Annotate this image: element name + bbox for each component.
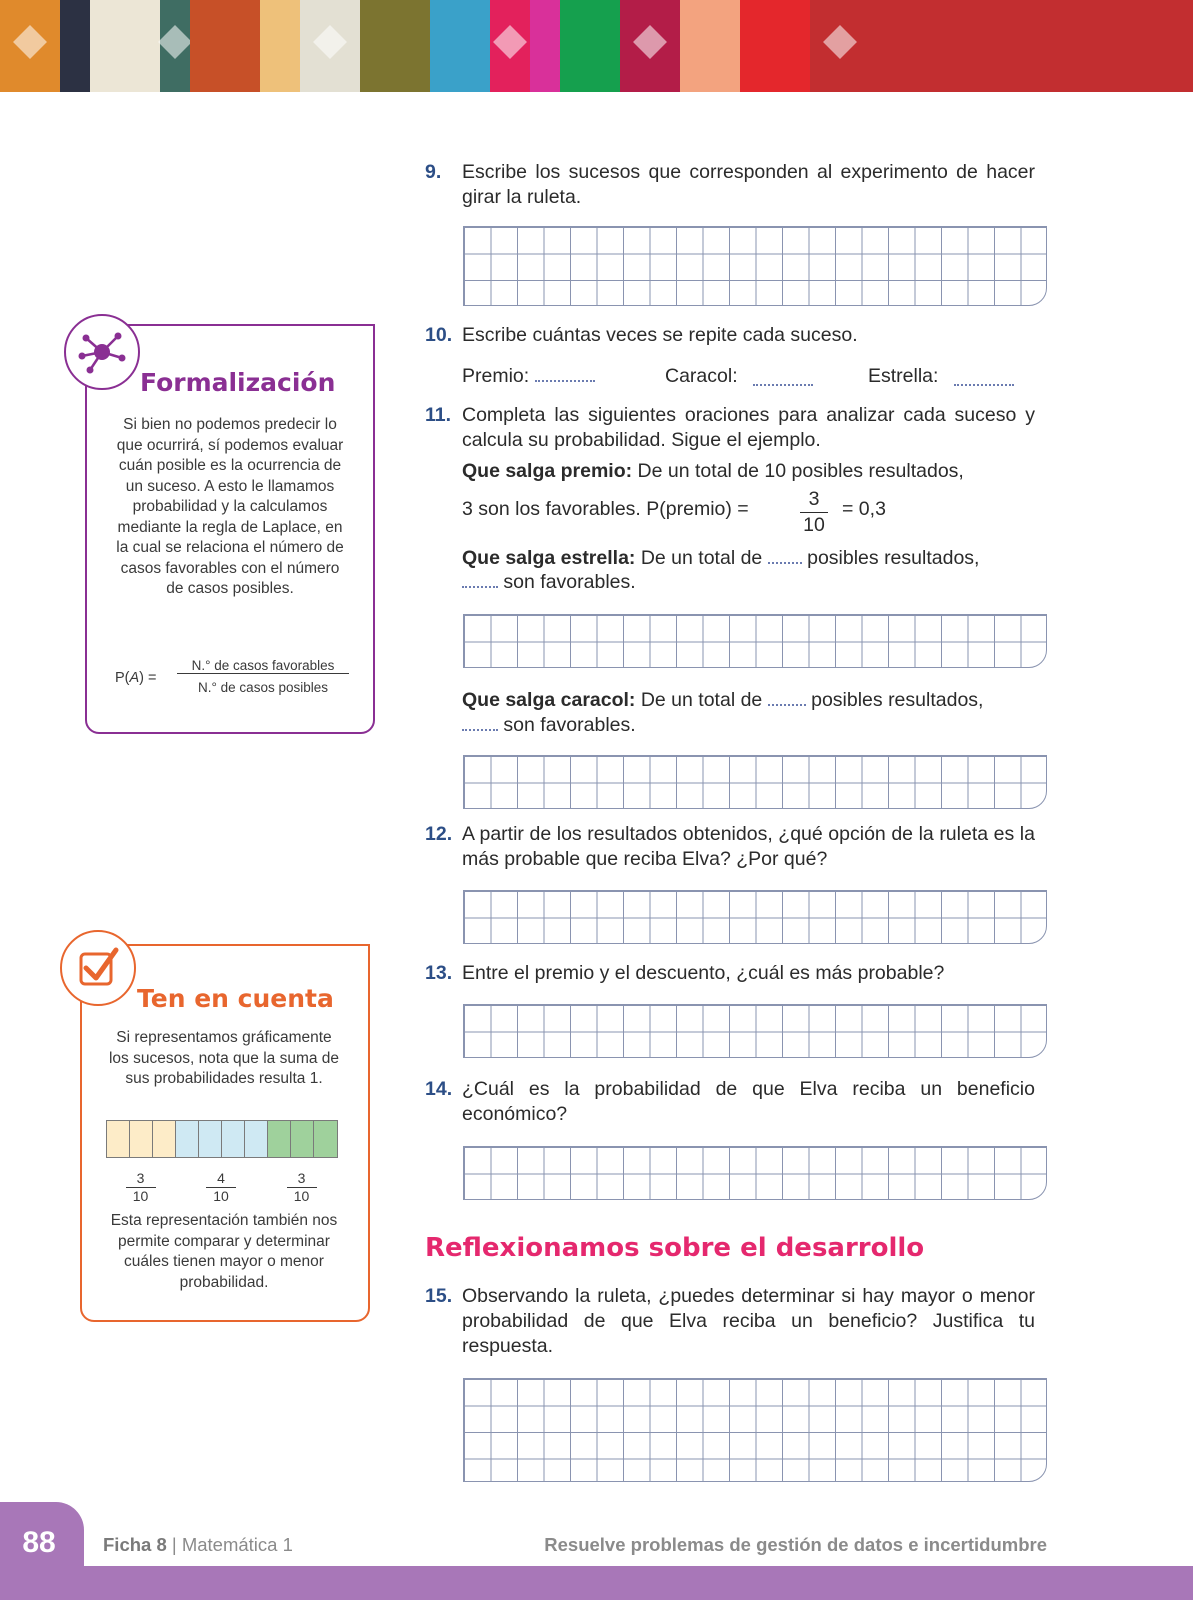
ten-en-cuenta-body2: Esta representación también nos permite comparar y determinar cuáles tienen mayor o menor probabilidad. [110, 1212, 338, 1291]
probability-cell [291, 1121, 314, 1157]
caracol-sentence [462, 688, 1035, 713]
banner-stripe [0, 0, 60, 92]
sentence-text: De un total de [635, 547, 768, 569]
estrella-sentence [462, 546, 1035, 571]
banner-motif [13, 25, 47, 59]
question-number: 12. [425, 823, 453, 845]
ten-en-cuenta-title: Ten en cuenta [137, 984, 334, 1013]
probability-cell [130, 1121, 153, 1157]
probability-cell [199, 1121, 222, 1157]
question-number: 14. [425, 1078, 453, 1100]
probability-cell [268, 1121, 291, 1157]
probability-cell [153, 1121, 176, 1157]
banner-stripe [160, 0, 190, 92]
question-number: 11. [425, 404, 452, 426]
fraction-denominator: 10 [213, 1188, 229, 1204]
fraction-numerator: 3 [287, 1170, 317, 1188]
answer-grid-q9[interactable] [463, 226, 1047, 306]
banner-stripe [810, 0, 870, 92]
question-text: Escribe los sucesos que corresponden al experimento de hacer girar la ruleta. [462, 161, 1035, 208]
sentence-text: posibles resultados, [805, 689, 984, 711]
question-text: Observando la ruleta, ¿puedes determinar si hay mayor o menor probabilidad de que Elva reciba un beneficio? Justifica tu respuesta. [462, 1285, 1035, 1357]
caracol-sentence-2 [462, 713, 1035, 738]
banner-stripe [680, 0, 740, 92]
total-blank[interactable] [768, 546, 802, 564]
probability-cell [314, 1121, 337, 1157]
premio-blank[interactable] [535, 364, 595, 382]
fraction-denominator: 10 [132, 1188, 149, 1204]
estrella-label: Estrella: [868, 365, 939, 387]
favorable-blank[interactable] [462, 570, 498, 588]
banner-motif [158, 25, 192, 59]
banner-stripe [60, 0, 90, 92]
ten-en-cuenta-body: Si representamos gráficamente los sucesos, nota que la suma de sus probabilidades resulta 1. [108, 1029, 340, 1087]
footer-bar [0, 1566, 1193, 1600]
example-text-2: 3 son los favorables. P(premio) = [462, 498, 749, 520]
banner-motif [493, 25, 527, 59]
fraction-denominator: 10 [293, 1188, 310, 1204]
example-text: De un total de 10 posibles resultados, [632, 460, 964, 482]
question-11 [425, 403, 1035, 453]
question-12 [425, 822, 1035, 872]
ten-en-cuenta-badge [60, 930, 136, 1006]
banner-stripe [300, 0, 360, 92]
caracol-blank[interactable] [753, 368, 813, 386]
decorative-textile-banner [0, 0, 1193, 92]
question-number: 15. [425, 1285, 453, 1307]
banner-stripe [190, 0, 260, 92]
caracol-label: Caracol: [665, 365, 738, 387]
probability-bar [106, 1120, 338, 1158]
formula-lhs: P(A) = [115, 670, 157, 686]
question-15 [425, 1284, 1035, 1360]
formula-denominator: N.° de casos posibles [198, 680, 328, 695]
answer-grid-q12[interactable] [463, 890, 1047, 944]
sentence-text: son favorables. [498, 571, 636, 593]
segment-fraction [206, 1170, 236, 1205]
question-text: Completa las siguientes oraciones para analizar cada suceso y calcula su probabilidad. Sigue el ejemplo. [462, 404, 1035, 451]
fraction-numerator: 3 [126, 1170, 156, 1188]
banner-stripe [360, 0, 430, 92]
answer-grid-q15[interactable] [463, 1378, 1047, 1482]
segment-fraction [287, 1170, 317, 1205]
question-number: 13. [425, 962, 453, 984]
answer-grid-caracol[interactable] [463, 755, 1047, 809]
example-result: = 0,3 [842, 498, 886, 520]
caracol-label: Que salga caracol: [462, 689, 636, 711]
question-text: ¿Cuál es la probabilidad de que Elva reciba un beneficio económico? [462, 1078, 1035, 1125]
segment-fraction [126, 1170, 156, 1205]
sentence-text: posibles resultados, [801, 547, 980, 569]
banner-stripe [260, 0, 300, 92]
estrella-label: Que salga estrella: [462, 547, 636, 569]
question-10 [425, 323, 1035, 349]
banner-stripe [740, 0, 810, 92]
banner-stripe [870, 0, 1193, 92]
formula-numerator: N.° de casos favorables [177, 658, 349, 674]
page-number: 88 [22, 1526, 56, 1559]
example-label: Que salga premio: [462, 460, 633, 482]
estrella-blank[interactable] [954, 368, 1014, 386]
probability-cell [222, 1121, 245, 1157]
example-premio [462, 459, 1035, 484]
footer-competence: Resuelve problemas de gestión de datos e incertidumbre [544, 1534, 1047, 1555]
premio-label: Premio: [462, 365, 530, 387]
fraction-numerator: 4 [206, 1170, 236, 1188]
favorable-blank[interactable] [462, 713, 498, 731]
question-text: Entre el premio y el descuento, ¿cuál es más probable? [462, 962, 945, 984]
laplace-formula [115, 656, 355, 702]
example-fraction-den: 10 [803, 514, 825, 536]
checkbox-icon [62, 932, 134, 1004]
footer-separator: | [166, 1534, 182, 1555]
section-title-reflexion: Reflexionamos sobre el desarrollo [425, 1233, 925, 1263]
answer-grid-estrella[interactable] [463, 614, 1047, 668]
formalizacion-badge [64, 314, 140, 390]
total-blank[interactable] [768, 688, 806, 706]
formalizacion-title: Formalización [140, 368, 336, 397]
banner-stripe [90, 0, 160, 92]
count-row [462, 364, 1035, 389]
banner-stripe [430, 0, 490, 92]
banner-motif [823, 25, 857, 59]
probability-cell [245, 1121, 268, 1157]
banner-motif [313, 25, 347, 59]
sentence-text: son favorables. [498, 714, 636, 736]
estrella-sentence-2 [462, 570, 1035, 595]
example-premio-line2 [462, 488, 1035, 536]
question-number: 9. [425, 161, 442, 183]
network-icon [66, 316, 138, 388]
probability-cell [107, 1121, 130, 1157]
question-text: A partir de los resultados obtenidos, ¿qué opción de la ruleta es la más probable que reciba Elva? ¿Por qué? [462, 823, 1035, 870]
question-13 [425, 961, 1035, 987]
question-number: 10. [425, 324, 453, 346]
example-fraction-num: 3 [800, 487, 828, 513]
question-14 [425, 1077, 1035, 1127]
ficha-label: Ficha 8 [103, 1534, 167, 1555]
banner-motif [633, 25, 667, 59]
probability-cell [176, 1121, 199, 1157]
question-text: Escribe cuántas veces se repite cada suceso. [462, 324, 858, 346]
banner-stripe [560, 0, 620, 92]
answer-grid-q13[interactable] [463, 1004, 1047, 1058]
formalizacion-body: Si bien no podemos predecir lo que ocurrirá, sí podemos evaluar cuán posible es la ocurrencia de un suceso. A esto le llamamos probabilidad y la calculamos mediante la regla de Laplace, en la cual se relaciona el número de casos favorables con el número de casos posibles. [116, 416, 344, 597]
banner-stripe [620, 0, 680, 92]
footer-ficha [103, 1534, 293, 1556]
question-9 [425, 160, 1035, 210]
banner-stripe [530, 0, 560, 92]
banner-stripe [490, 0, 530, 92]
sentence-text: De un total de [635, 689, 768, 711]
subject-label: Matemática 1 [181, 1534, 293, 1555]
answer-grid-q14[interactable] [463, 1146, 1047, 1200]
